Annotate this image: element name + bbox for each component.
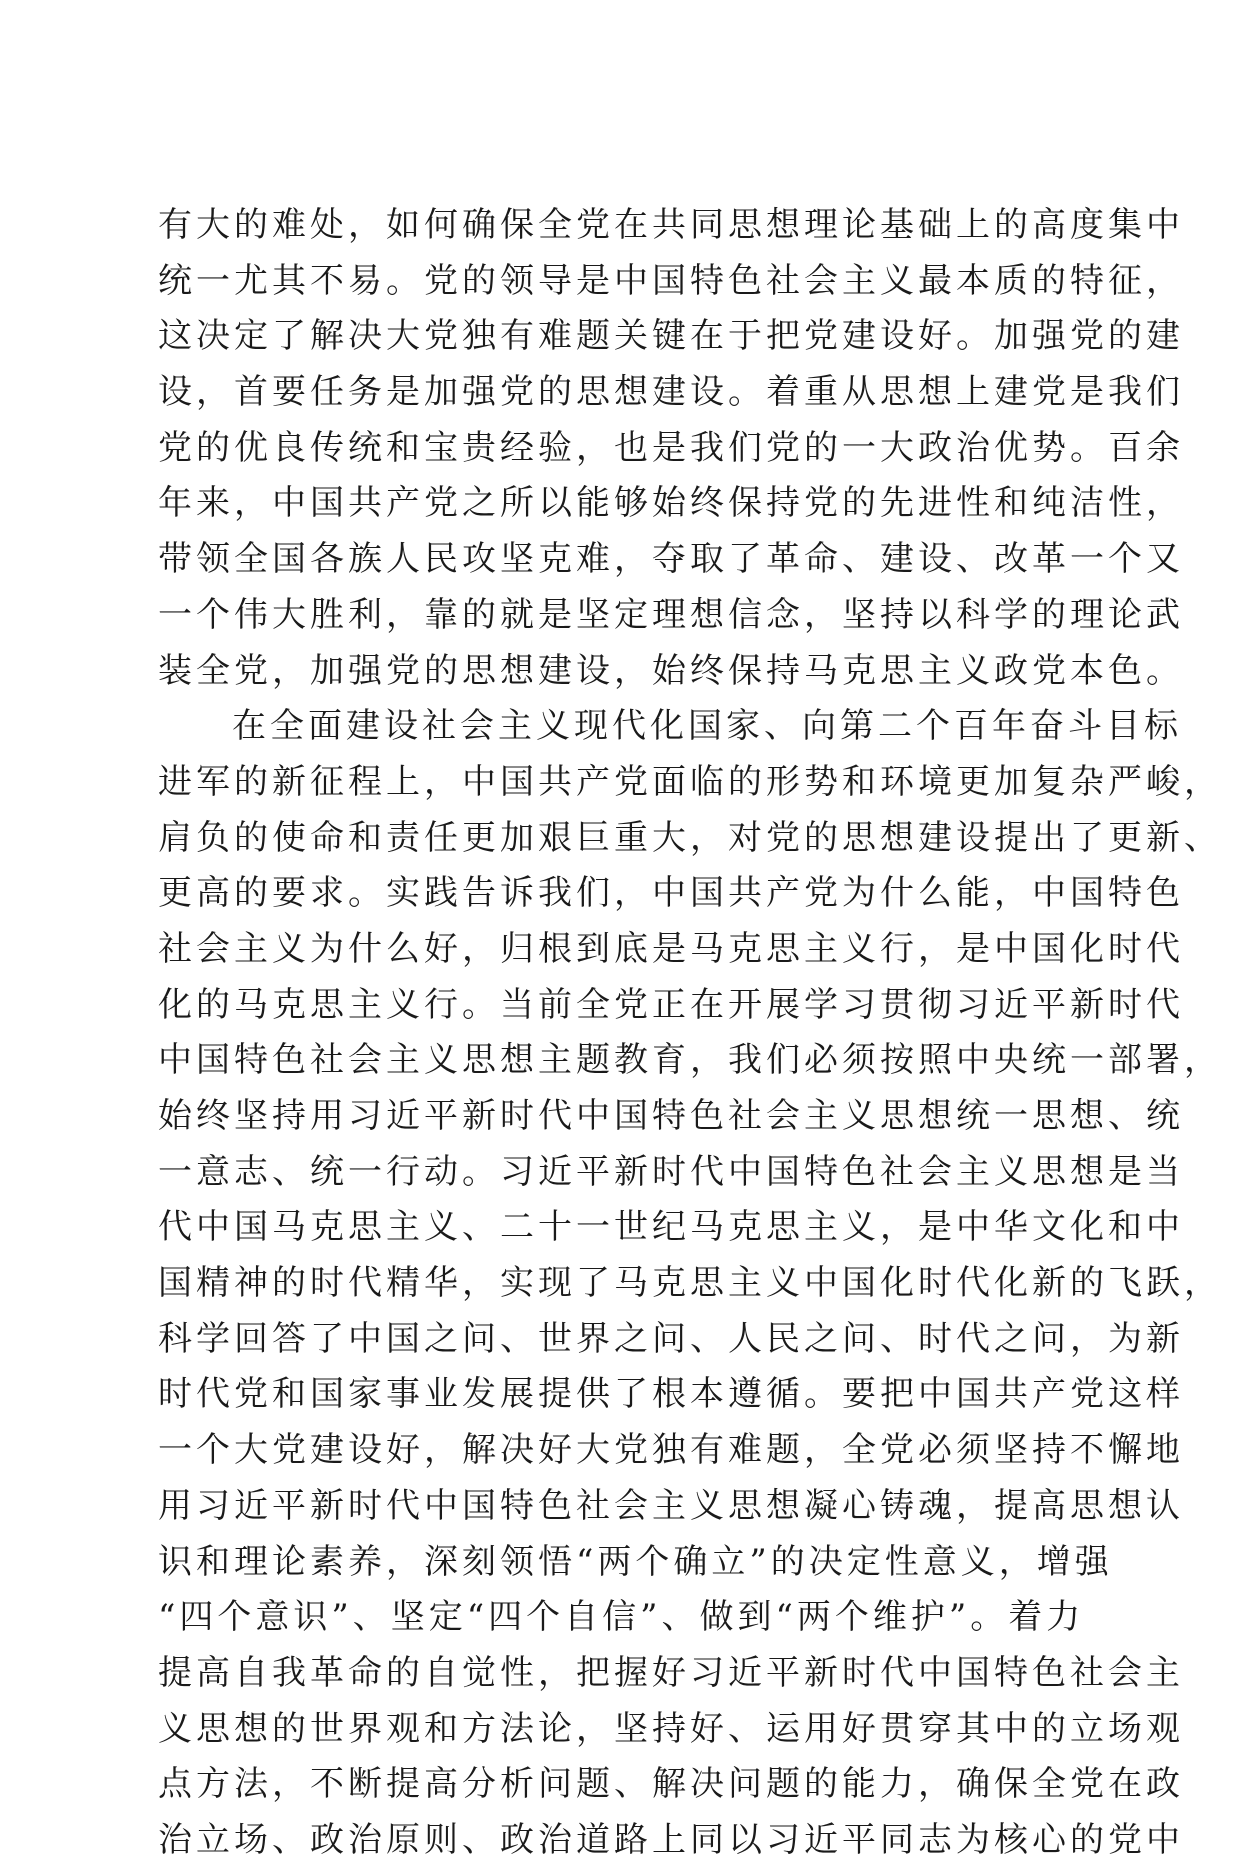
text-line: 一意志、统一行动。习近平新时代中国特色社会主义思想是当 bbox=[158, 1151, 1184, 1192]
text-line: 装全党，加强党的思想建设，始终保持马克思主义政党本色。 bbox=[158, 650, 1184, 691]
text-line: 识和理论素养，深刻领悟“两个确立”的决定性意义，增强 bbox=[158, 1541, 1113, 1582]
text-line: 中国特色社会主义思想主题教育，我们必须按照中央统一部署， bbox=[158, 1040, 1222, 1081]
text-line: 进军的新征程上，中国共产党面临的形势和环境更加复杂严峻， bbox=[158, 761, 1222, 802]
text-line: 用习近平新时代中国特色社会主义思想凝心铸魂，提高思想认 bbox=[158, 1485, 1184, 1526]
text-line: 始终坚持用习近平新时代中国特色社会主义思想统一思想、统 bbox=[158, 1096, 1184, 1136]
text-line: 点方法，不断提高分析问题、解决问题的能力，确保全党在政 bbox=[158, 1764, 1184, 1805]
text-line: 有大的难处，如何确保全党在共同思想理论基础上的高度集中 bbox=[158, 205, 1184, 245]
text-line: “四个意识”、坚定“四个自信”、做到“两个维护”。着力 bbox=[158, 1597, 1085, 1638]
text-line: 这决定了解决大党独有难题关键在于把党建设好。加强党的建 bbox=[158, 316, 1184, 357]
text-line: 代中国马克思主义、二十一世纪马克思主义，是中华文化和中 bbox=[158, 1207, 1184, 1248]
text-line: 更高的要求。实践告诉我们，中国共产党为什么能，中国特色 bbox=[158, 873, 1184, 914]
text-line: 一个大党建设好，解决好大党独有难题，全党必须坚持不懈地 bbox=[158, 1430, 1184, 1471]
text-line-indented: 在全面建设社会主义现代化国家、向第二个百年奋斗目标 bbox=[232, 706, 1182, 747]
text-line: 社会主义为什么好，归根到底是马克思主义行，是中国化时代 bbox=[158, 928, 1184, 969]
text-line: 国精神的时代精华，实现了马克思主义中国化时代化新的飞跃， bbox=[158, 1263, 1222, 1304]
paragraph-2 bbox=[158, 699, 1222, 1868]
text-line: 治立场、政治原则、政治道路上同以习近平同志为核心的党中 bbox=[158, 1819, 1184, 1860]
text-line: 带领全国各族人民攻坚克难，夺取了革命、建设、改革一个又 bbox=[158, 539, 1184, 580]
document-body bbox=[158, 198, 1222, 1869]
text-line: 一个伟大胜利，靠的就是坚定理想信念，坚持以科学的理论武 bbox=[158, 594, 1184, 635]
text-line: 化的马克思主义行。当前全党正在开展学习贯彻习近平新时代 bbox=[158, 984, 1184, 1025]
text-line: 党的优良传统和宝贵经验，也是我们党的一大政治优势。百余 bbox=[158, 427, 1184, 468]
text-line: 提高自我革命的自觉性，把握好习近平新时代中国特色社会主 bbox=[158, 1652, 1184, 1693]
text-line: 时代党和国家事业发展提供了根本遵循。要把中国共产党这样 bbox=[158, 1374, 1184, 1415]
text-line: 年来，中国共产党之所以能够始终保持党的先进性和纯洁性， bbox=[158, 483, 1184, 524]
paragraph-1 bbox=[158, 198, 1184, 699]
text-line: 肩负的使命和责任更加艰巨重大，对党的思想建设提出了更新、 bbox=[158, 817, 1222, 858]
text-line: 科学回答了中国之问、世界之问、人民之问、时代之问，为新 bbox=[158, 1318, 1184, 1359]
text-line: 统一尤其不易。党的领导是中国特色社会主义最本质的特征， bbox=[158, 260, 1184, 301]
text-line: 义思想的世界观和方法论，坚持好、运用好贯穿其中的立场观 bbox=[158, 1708, 1184, 1749]
text-line: 设，首要任务是加强党的思想建设。着重从思想上建党是我们 bbox=[158, 372, 1184, 413]
